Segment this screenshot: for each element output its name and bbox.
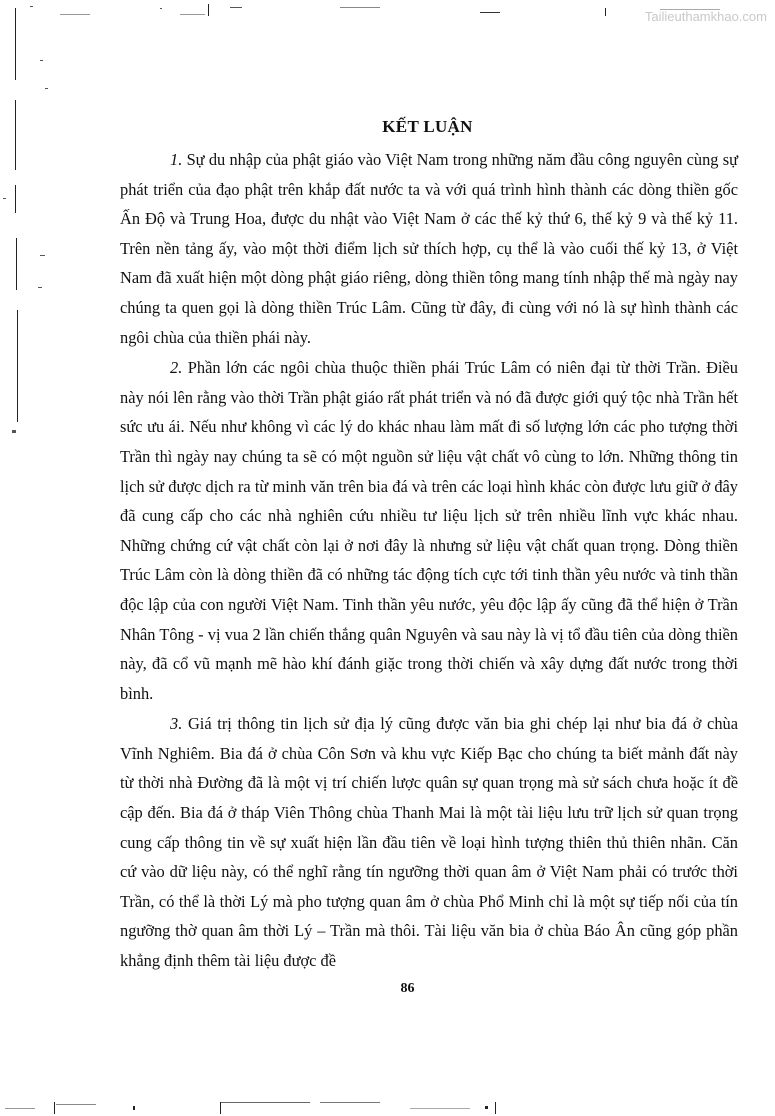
paragraph-text: Giá trị thông tin lịch sử địa lý cũng được văn bia ghi chép lại như bia đá ở chùa Vĩnh Nghiêm. Bia đá ở chùa Côn Sơn và khu vực Kiếp Bạc cho chúng ta biết mảnh đất này từ thời nhà Đường đã là một vị trí chiến lược quân sự quan trọng mà sử sách chưa hoặc ít đề cập đến. Bia đá ở tháp Viên Thông chùa Thanh Mai là một tài liệu lưu trữ lịch sử quan trọng cung cấp thông tin về sự xuất hiện lần đầu tiên về loại hình tượng thiên thủ thiên nhãn. Căn cứ vào dữ liệu này, có thể nghĩ rằng tín ngưỡng thời quan âm ở Việt Nam phải có trước thời Trần, có thể là thời Lý mà pho tượng quan âm ở chùa Phổ Minh chỉ là một sự tiếp nối của tín ngưỡng thờ quan âm thời Lý – Trần mà thôi. Tài liệu văn bia ở chùa Báo Ân cũng góp phần khẳng định thêm tài liệu được đề [120, 714, 738, 971]
paragraph-number: 2. [170, 358, 183, 378]
page-number: 86 [400, 981, 415, 996]
scan-noise-left [0, 0, 60, 1116]
watermark: Tailieuthamkhao.com [644, 9, 767, 24]
scan-noise-bottom [0, 1100, 775, 1114]
document-body [120, 145, 738, 976]
paragraph-2 [120, 353, 738, 708]
paragraph-number: 3. [170, 714, 183, 734]
page-title: KẾT LUẬN [382, 117, 473, 136]
paragraph-3 [120, 709, 738, 975]
paragraph-text: Phần lớn các ngôi chùa thuộc thiền phái Trúc Lâm có niên đại từ thời Trần. Điều này nói lên rằng vào thời Trần phật giáo rất phát triển và nó đã được giới quý tộc nhà Trần hết sức ưu ái. Nếu như không vì các lý do khác nhau làm mất đi số lượng lớn các pho tượng thời Trần thì ngày nay chúng ta sẽ có một nguồn sử liệu vật chất vô cùng to lớn. Những thông tin lịch sử được dịch ra từ minh văn trên bia đá và trên các loại hình khác còn được lưu giữ ở đây đã cung cấp cho các nhà nghiên cứu nhiều tư liệu lịch sử trên nhiều lĩnh vực khác nhau. Những chứng cứ vật chất còn lại ở nơi đây là nhưng sử liệu vật chất quan trọng. Dòng thiền Trúc Lâm còn là dòng thiền đã có những tác động tích cực tới tinh thần yêu nước và tinh thần độc lập của con người Việt Nam. Tinh thần yêu nước, yêu độc lập ấy cũng đã thể hiện ở Trần Nhân Tông - vị vua 2 lần chiến thắng quân Nguyên và sau này là vị tổ đầu tiên của dòng thiền này, đã cổ vũ mạnh mẽ hào khí đánh giặc trong thời chiến và xây dựng đất nước trong thời bình. [120, 358, 738, 703]
paragraph-number: 1. [170, 150, 183, 169]
paragraph-1 [120, 145, 738, 352]
paragraph-text: Sự du nhập của phật giáo vào Việt Nam trong những năm đầu công nguyên cùng sự phát triển của đạo phật trên khắp đất nước ta và với quá trình hình thành các dòng thiền gốc Ấn Độ và Trung Hoa, được du nhật vào Việt Nam ở các thế kỷ thứ 6, thế kỷ 9 và thế kỷ 11. Trên nền tảng ấy, vào một thời điểm lịch sử thích hợp, cụ thể là vào cuối thế kỷ 13, ở Việt Nam đã xuất hiện một dòng phật giáo riêng, dòng thiền tông mang tính nhập thế mà ngày nay chúng ta quen gọi là dòng thiền Trúc Lâm. Cũng từ đây, đi cùng với nó là sự hình thành các ngôi chùa của thiền phái này. [120, 150, 738, 347]
